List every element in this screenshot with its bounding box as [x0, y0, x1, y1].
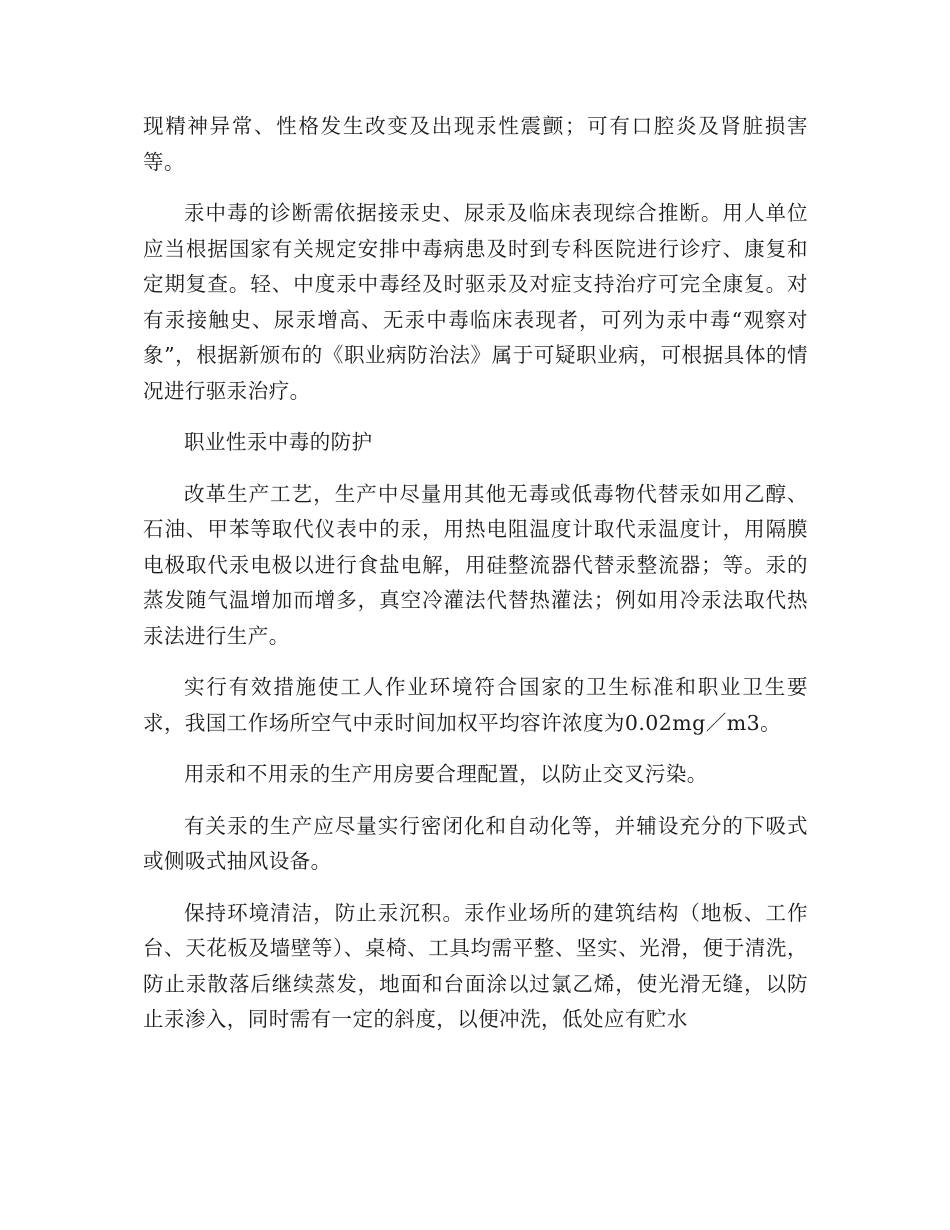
- paragraph-environment-cleaning: 保持环境清洁，防止汞沉积。汞作业场所的建筑结构（地板、工作台、天花板及墙壁等）、桌椅、工具均需平整、坚实、光滑，便于清洗，防止汞散落后继续蒸发，地面和台面涂以过氯乙烯，使光滑无缝，以防止汞渗入，同时需有一定的斜度，以便冲洗，低处应有贮水: [143, 900, 808, 1031]
- paragraph-process-reform: 改革生产工艺，生产中尽量用其他无毒或低毒物代替汞如用乙醇、石油、甲苯等取代仪表中的汞，用热电阻温度计取代汞温度计，用隔膜电极取代汞电极以进行食盐电解，用硅整流器代替汞整流器；等。汞的蒸发随气温增加而增多，真空冷灌法代替热灌法；例如用冷汞法取代热汞法进行生产。: [143, 481, 808, 648]
- document-body: [143, 109, 808, 1054]
- paragraph-continued-symptoms: 现精神异常、性格发生改变及出现汞性震颤；可有口腔炎及肾脏损害等。: [143, 114, 808, 174]
- paragraph-room-layout: 用汞和不用汞的生产用房要合理配置，以防止交叉污染。: [184, 762, 708, 786]
- paragraph-hygiene-standard: 实行有效措施使工人作业环境符合国家的卫生标准和职业卫生要求，我国工作场所空气中汞时间加权平均容许浓度为0.02mg／m3。: [143, 675, 808, 735]
- paragraph-diagnosis: 汞中毒的诊断需依据接汞史、尿汞及临床表现综合推断。用人单位应当根据国家有关规定安排中毒病患及时到专科医院进行诊疗、康复和定期复查。轻、中度汞中毒经及时驱汞及对症支持治疗可完全康复。对有汞接触史、尿汞增高、无汞中毒临床表现者，可列为汞中毒“观察对象”，根据新颁布的《职业病防治法》属于可疑职业病，可根据具体的情况进行驱汞治疗。: [143, 201, 808, 403]
- section-heading-protection: 职业性汞中毒的防护: [184, 430, 373, 454]
- paragraph-enclosure-ventilation: 有关汞的生产应尽量实行密闭化和自动化等，并辅设充分的下吸式或侧吸式抽风设备。: [143, 813, 808, 873]
